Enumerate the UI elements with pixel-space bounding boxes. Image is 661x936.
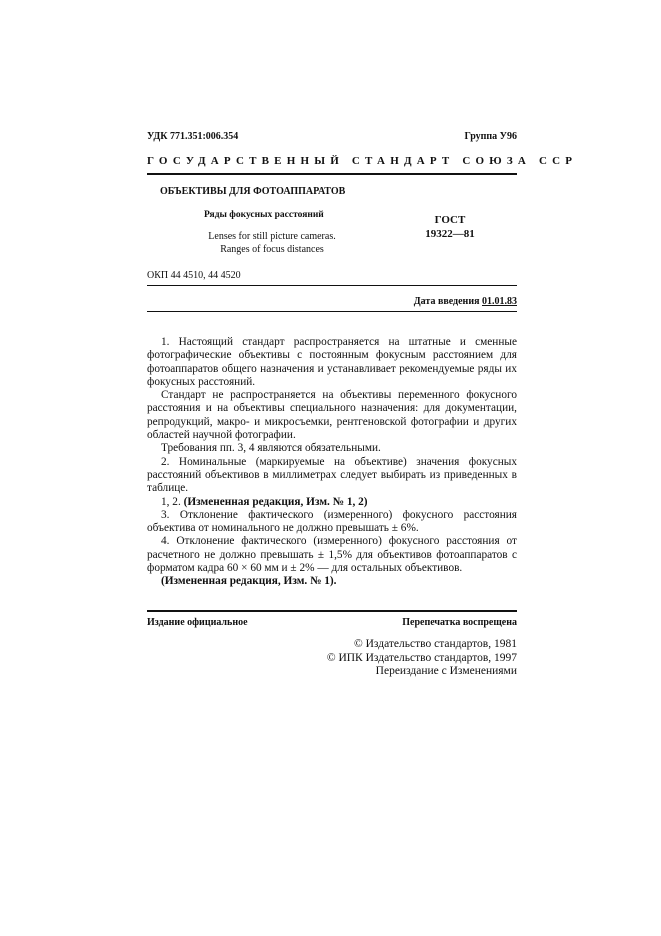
group-code: Группа У96	[464, 131, 517, 142]
english-title	[187, 231, 357, 256]
english-title-line2: Ranges of focus distances	[220, 243, 324, 255]
amendment-note-1-prefix: 1, 2.	[161, 495, 181, 508]
amendment-note-1	[147, 496, 517, 509]
footer-rule	[147, 610, 517, 612]
document-subtitle: Ряды фокусных расстояний	[204, 210, 324, 220]
header-rule	[147, 173, 517, 175]
intro-date-rule	[147, 311, 517, 312]
amendment-note-2: (Измененная редакция, Изм. № 1).	[161, 575, 337, 588]
intro-date	[350, 296, 517, 307]
intro-date-label: Дата введения	[413, 296, 480, 307]
copyright-1997: © ИПК Издательство стандартов, 1997	[326, 651, 517, 664]
standard-body	[147, 336, 517, 589]
okp-rule	[147, 285, 517, 286]
copyright-block	[260, 638, 517, 679]
document-title: ОБЪЕКТИВЫ ДЛЯ ФОТОАППАРАТОВ	[160, 186, 346, 197]
intro-date-value: 01.01.83	[482, 296, 517, 307]
english-title-line1: Lenses for still picture cameras.	[208, 231, 336, 242]
amendment-note-1-text: (Измененная редакция, Изм. № 1, 2)	[183, 495, 368, 508]
udk-code: УДК 771.351:006.354	[147, 131, 239, 142]
paragraph-deviation-calculated: 4. Отклонение фактического (измеренного) фокусного расстояния от расчетного не должно превышать ± 1,5% для объективов фотоаппаратов с форматом кадра 60 × 60 мм и ± 2% — для остальных объективов.	[147, 535, 517, 575]
reprint-prohibited: Перепечатка воспрещена	[402, 617, 517, 628]
paragraph-mandatory: Требования пп. 3, 4 являются обязательными.	[161, 442, 381, 455]
copyright-1981: © Издательство стандартов, 1981	[353, 638, 517, 650]
okp-code: ОКП 44 4510, 44 4520	[147, 270, 241, 281]
paragraph-scope: 1. Настоящий стандарт распространяется на штатные и сменные фотографические объективы с постоянным фокусным расстоянием для фотоаппаратов общего назначения и устанавливает рекомендуемые ряды их фокусных расстояний.	[147, 336, 517, 388]
gost-label: ГОСТ	[434, 214, 466, 226]
gost-block	[410, 213, 490, 241]
paragraph-nominal-values: 2. Номинальные (маркируемые на объективе) значения фокусных расстояний объективов в миллиметрах следует выбирать из приведенных в таблице.	[147, 455, 517, 495]
reissue-note: Переиздание с Изменениями	[375, 665, 517, 677]
paragraph-deviation-nominal: 3. Отклонение фактического (измеренного) фокусного расстояния объектива от номинального не должно превышать ± 6%.	[147, 508, 517, 535]
gost-number: 19322—81	[425, 228, 475, 240]
paragraph-exclusions: Стандарт не распространяется на объективы переменного фокусного расстояния и на объективы специального назначения: для документации, репродукций, макро- и микросъемки, рентгеновской фотографии и других областей научной фотографии.	[147, 389, 517, 442]
official-edition: Издание официальное	[147, 617, 248, 628]
state-standard-heading: ГОСУДАРСТВЕННЫЙ СТАНДАРТ СОЮЗА ССР	[147, 155, 578, 167]
